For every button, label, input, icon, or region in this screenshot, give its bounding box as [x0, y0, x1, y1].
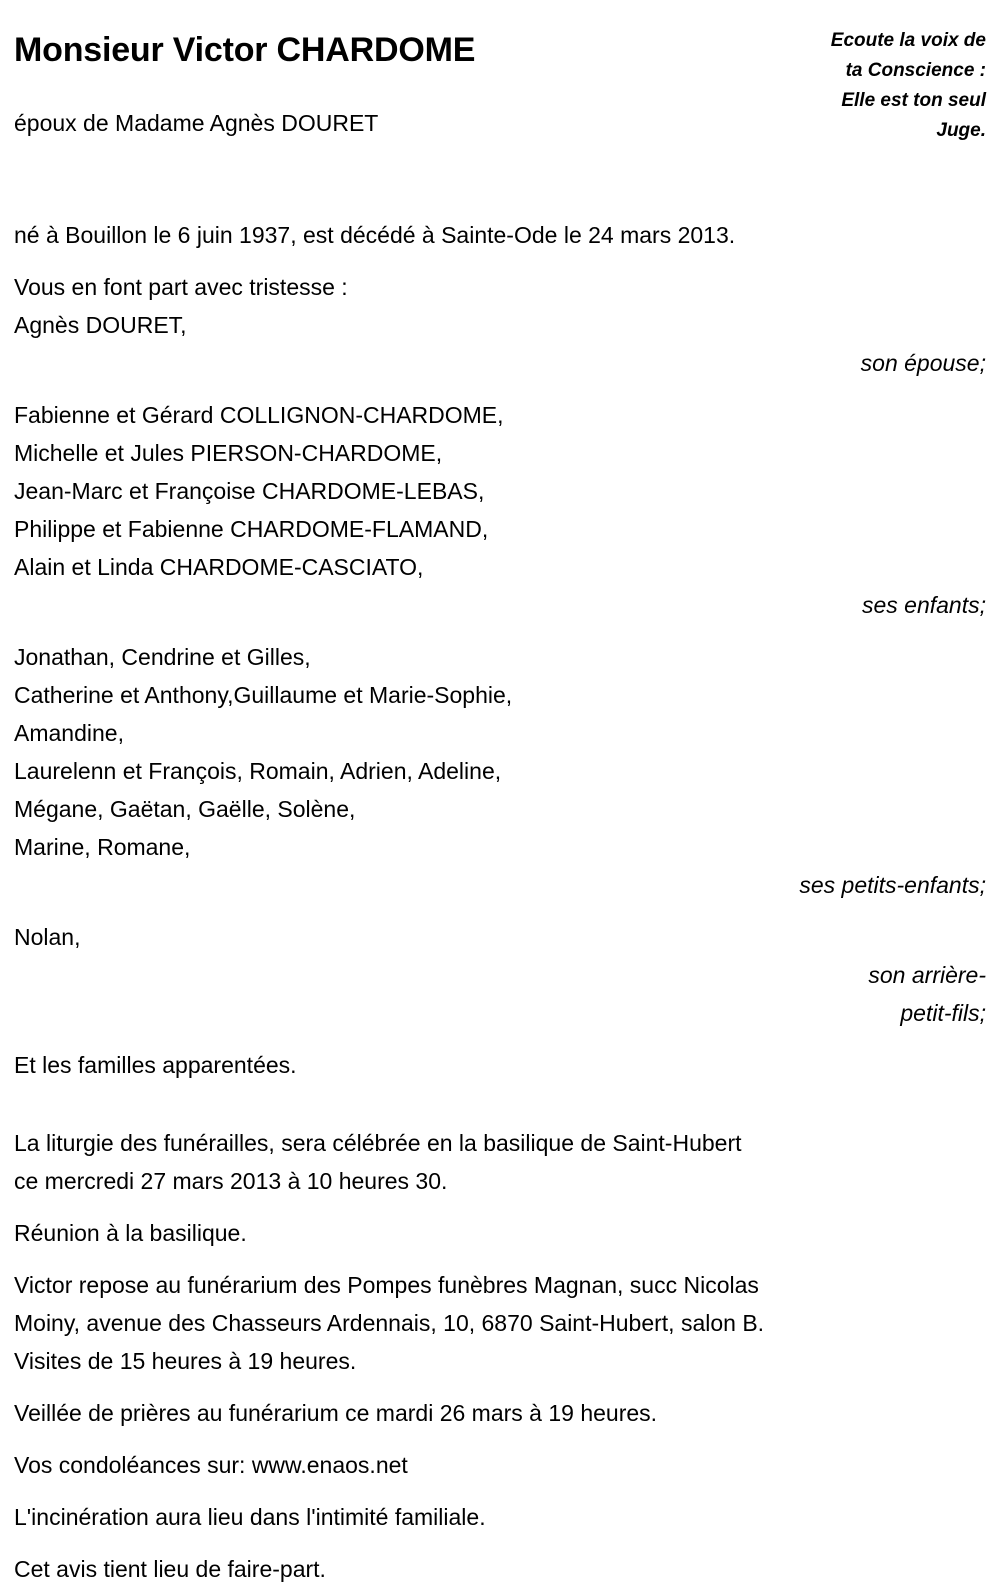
family-member-line: Jean-Marc et Françoise CHARDOME-LEBAS,: [14, 478, 485, 504]
deceased-name: Monsieur Victor CHARDOME: [14, 31, 476, 69]
family-member-line: Marine, Romane,: [14, 834, 191, 860]
spacer: [14, 176, 986, 216]
spacer: [14, 1380, 986, 1394]
spouse-of-line: époux de Madame Agnès DOURET: [14, 109, 379, 136]
gathering-line: Réunion à la basilique.: [14, 1220, 247, 1246]
relation-label-great-grandchild: son arrière-: [868, 962, 986, 988]
vigil-paragraph: [14, 1394, 986, 1432]
cremation-line: L'incinération aura lieu dans l'intimité familiale.: [14, 1504, 486, 1530]
family-member-line: Alain et Linda CHARDOME-CASCIATO,: [14, 554, 424, 580]
birth-death-paragraph: [14, 216, 986, 254]
notice-footer-line: Cet avis tient lieu de faire-part.: [14, 1556, 326, 1582]
spacer: [14, 1252, 986, 1266]
epigraph-line: ta Conscience :: [845, 60, 986, 82]
birth-death-line: né à Bouillon le 6 juin 1937, est décédé à Sainte-Ode le 24 mars 2013.: [14, 222, 736, 248]
relation-label-spouse: son épouse;: [860, 350, 986, 376]
family-group-children: [14, 396, 986, 624]
funerarium-line: Victor repose au funérarium des Pompes funèbres Magnan, succ Nicolas: [14, 1272, 759, 1298]
epigraph-line: Elle est ton seul: [841, 90, 986, 112]
spacer: [14, 382, 986, 396]
relation-label-great-grandchild-cont: petit-fils;: [900, 1000, 986, 1026]
family-group-great-grandchild: [14, 918, 986, 1032]
condolences-paragraph: [14, 1446, 986, 1484]
notice-header: [14, 26, 986, 176]
gathering-paragraph: [14, 1214, 986, 1252]
spacer: [14, 1032, 986, 1046]
liturgy-line: ce mercredi 27 mars 2013 à 10 heures 30.: [14, 1168, 448, 1194]
family-member-line: Agnès DOURET,: [14, 312, 187, 338]
condolences-line: Vos condoléances sur: www.enaos.net: [14, 1452, 408, 1478]
family-member-line: Nolan,: [14, 924, 81, 950]
spacer: [14, 904, 986, 918]
epigraph-line: Juge.: [936, 120, 986, 142]
family-member-line: Laurelenn et François, Romain, Adrien, Adeline,: [14, 758, 502, 784]
relation-label-children: ses enfants;: [861, 592, 986, 618]
cremation-paragraph: [14, 1498, 986, 1536]
spacer: [14, 624, 986, 638]
family-group-spouse: [14, 306, 986, 382]
spacer: [14, 1432, 986, 1446]
spacer: [14, 1084, 986, 1124]
notice-footer-paragraph: [14, 1550, 986, 1588]
funerarium-line: Moiny, avenue des Chasseurs Ardennais, 10, 6870 Saint-Hubert, salon B.: [14, 1310, 765, 1336]
funerarium-line: Visites de 15 heures à 19 heures.: [14, 1348, 357, 1374]
epigraph: [686, 26, 986, 146]
spacer: [14, 254, 986, 268]
family-member-line: Fabienne et Gérard COLLIGNON-CHARDOME,: [14, 402, 504, 428]
spacer: [14, 1484, 986, 1498]
epigraph-line: Ecoute la voix de: [830, 30, 986, 51]
spacer: [14, 1536, 986, 1550]
family-member-line: Jonathan, Cendrine et Gilles,: [14, 644, 311, 670]
related-families-paragraph: [14, 1046, 986, 1084]
liturgy-paragraph: [14, 1124, 986, 1200]
notice-body: [14, 176, 986, 1588]
spacer: [14, 1200, 986, 1214]
funerarium-paragraph: [14, 1266, 986, 1380]
family-member-line: Michelle et Jules PIERSON-CHARDOME,: [14, 440, 443, 466]
family-member-line: Amandine,: [14, 720, 124, 746]
family-member-line: Philippe et Fabienne CHARDOME-FLAMAND,: [14, 516, 489, 542]
liturgy-line: La liturgie des funérailles, sera célébrée en la basilique de Saint-Hubert: [14, 1130, 742, 1156]
announcement-intro-paragraph: [14, 268, 986, 306]
vigil-line: Veillée de prières au funérarium ce mardi 26 mars à 19 heures.: [14, 1400, 658, 1426]
announcement-intro-line: Vous en font part avec tristesse :: [14, 274, 348, 300]
family-member-line: Mégane, Gaëtan, Gaëlle, Solène,: [14, 796, 356, 822]
family-group-grandchildren: [14, 638, 986, 904]
relation-label-grandchildren: ses petits-enfants;: [799, 872, 986, 898]
family-member-line: Catherine et Anthony,Guillaume et Marie-Sophie,: [14, 682, 513, 708]
related-families-line: Et les familles apparentées.: [14, 1052, 297, 1078]
